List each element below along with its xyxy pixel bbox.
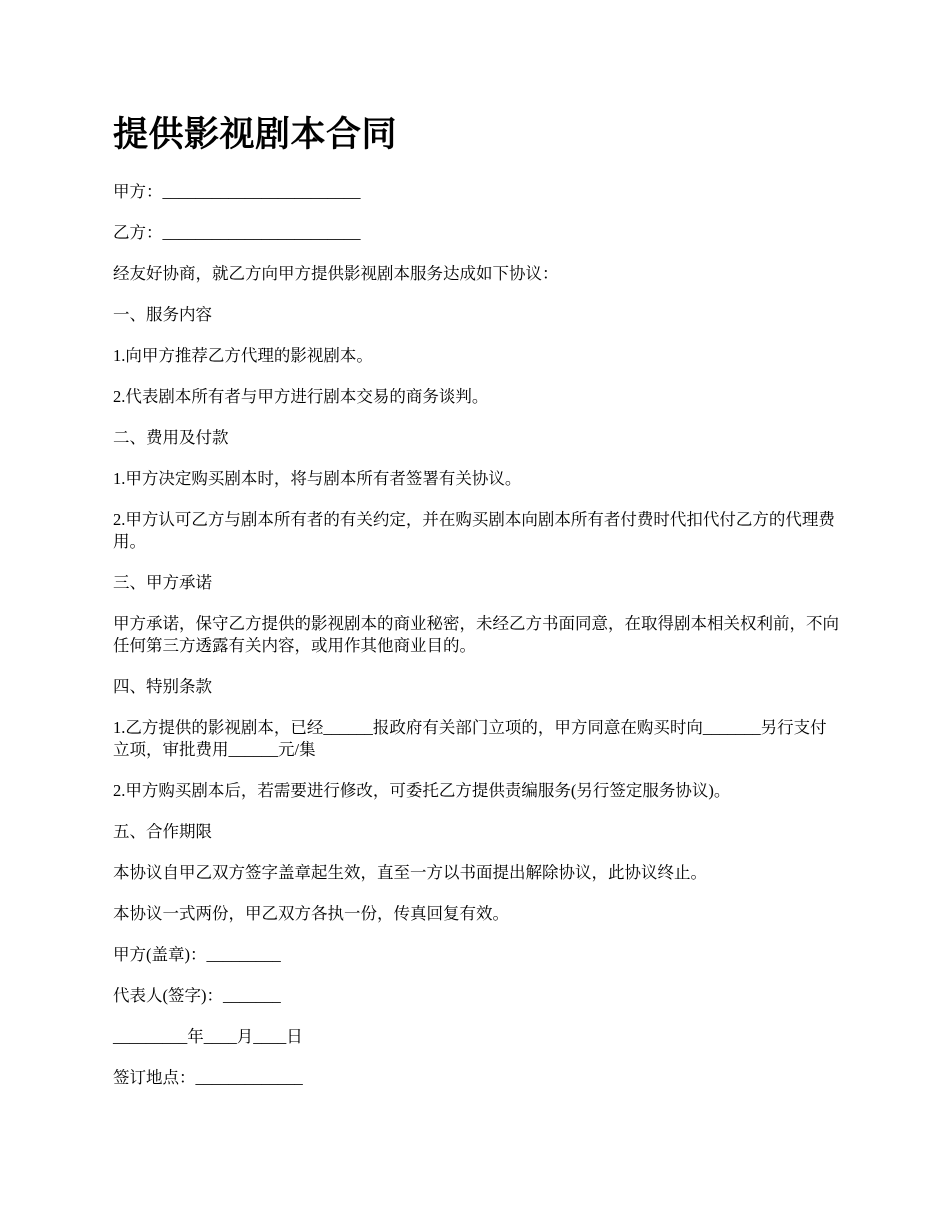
section-heading-service: 一、服务内容 — [113, 305, 212, 324]
party-b-line: 乙方：________________________ — [113, 223, 361, 242]
clause-term-2: 本协议一式两份，甲乙双方各执一份，传真回复有效。 — [113, 904, 509, 923]
clause-service-1: 1.向甲方推荐乙方代理的影视剧本。 — [113, 346, 373, 365]
section-heading-commitment: 三、甲方承诺 — [113, 573, 212, 592]
clause-payment-2: 2.甲方认可乙方与剧本所有者的有关约定，并在购买剧本向剧本所有者付费时代扣代付乙方的代理费用。 — [113, 510, 835, 551]
clause-special-2: 2.甲方购买剧本后，若需要进行修改，可委托乙方提供责编服务(另行签定服务协议)。 — [113, 781, 731, 800]
party-a-line: 甲方：________________________ — [113, 182, 361, 201]
date-line: _________年____月____日 — [113, 1027, 303, 1046]
clause-payment-1: 1.甲方决定购买剧本时，将与剧本所有者签署有关协议。 — [113, 469, 522, 488]
section-heading-term: 五、合作期限 — [113, 822, 212, 841]
clause-special-1: 1.乙方提供的影视剧本，已经______报政府有关部门立项的，甲方同意在购买时向_______另行支付立项，审批费用______元/集 — [113, 718, 827, 759]
representative-signature-line: 代表人(签字)：_______ — [113, 986, 281, 1005]
clause-commitment: 甲方承诺，保守乙方提供的影视剧本的商业秘密，未经乙方书面同意，在取得剧本相关权利前，不向任何第三方透露有关内容，或用作其他商业目的。 — [113, 614, 839, 655]
signing-place-line: 签订地点：_____________ — [113, 1068, 303, 1087]
party-a-seal-line: 甲方(盖章)：_________ — [113, 945, 281, 964]
section-heading-payment: 二、费用及付款 — [113, 428, 229, 447]
document-title: 提供影视剧本合同 — [113, 115, 398, 155]
contract-page — [113, 110, 843, 1108]
section-heading-special-terms: 四、特别条款 — [113, 677, 212, 696]
clause-term-1: 本协议自甲乙双方签字盖章起生效，直至一方以书面提出解除协议，此协议终止。 — [113, 863, 707, 882]
clause-service-2: 2.代表剧本所有者与甲方进行剧本交易的商务谈判。 — [113, 387, 489, 406]
preamble: 经友好协商，就乙方向甲方提供影视剧本服务达成如下协议： — [113, 264, 559, 283]
